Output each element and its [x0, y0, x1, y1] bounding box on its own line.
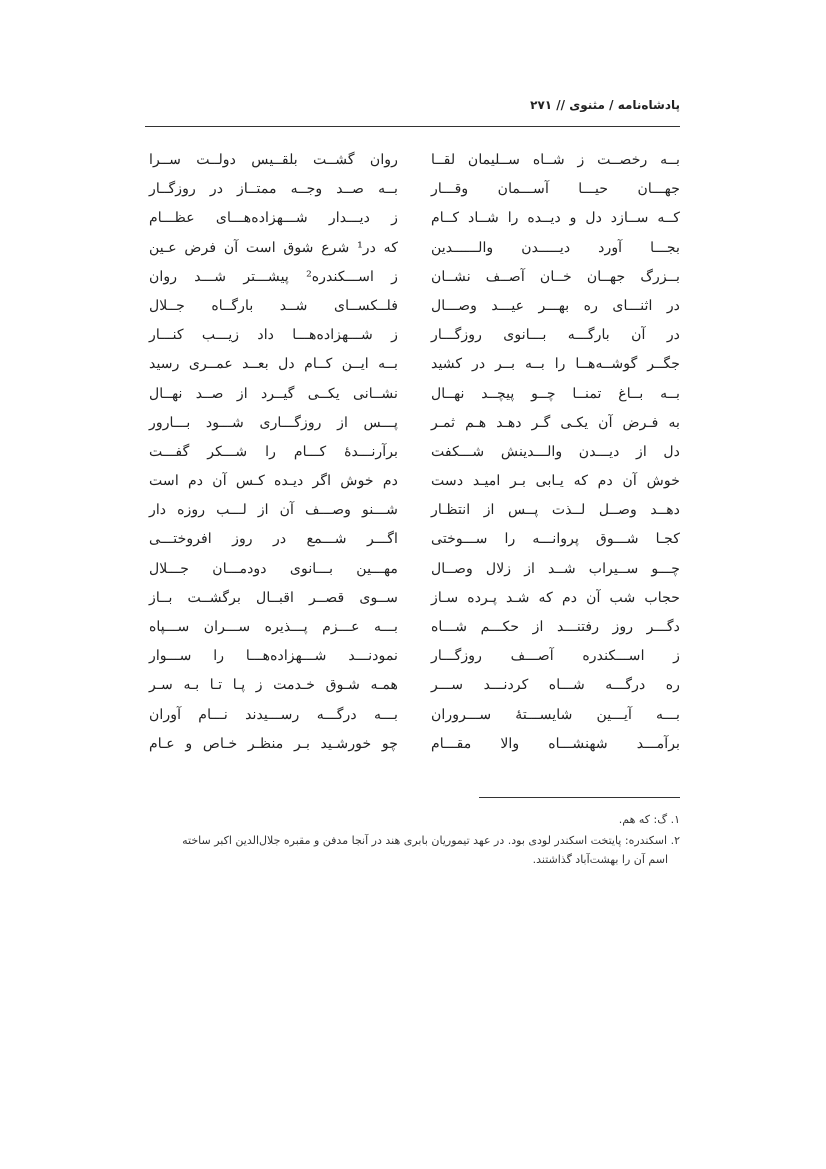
hemistich-second: اگـــر شـــمع در روز افروختـــی — [149, 531, 398, 548]
couplet — [145, 175, 680, 204]
hemistich-first: کــه ســازد دل و دیــده را شــاد کــام — [431, 210, 680, 227]
hemistich-second: ز اســـکندره² پیشـــتر شـــد روان — [149, 268, 398, 285]
couplet — [145, 555, 680, 584]
hemistich-first: بــه رخصــت ز شــاه ســلیمان لقــا — [431, 152, 680, 168]
hemistich-second: نمودنـــد شـــهزاده‌هـــا را ســـوار — [149, 648, 398, 665]
couplet — [145, 613, 680, 642]
header-rule — [145, 126, 680, 127]
hemistich-second: بــه ایــن کــام دل بعــد عمــری رسید — [149, 356, 398, 373]
hemistich-first: دهــد وصــل لــذت پــس از انتظـار — [431, 502, 680, 519]
hemistich-first: در اثنـــای ره بهـــر عیـــد وصـــال — [431, 297, 680, 314]
hemistich-second: بـــه عـــزم پـــذیره ســـران ســـپاه — [149, 619, 398, 635]
hemistich-first: بـــه آیـــین شایســـتهٔ ســـروران — [431, 706, 680, 723]
hemistich-first: بــه بــاغ تمنــا چــو پیچــد نهــال — [431, 385, 680, 402]
hemistich-first: کجـا شـــوق پروانـــه را ســـوختی — [431, 531, 680, 548]
couplet — [145, 496, 680, 525]
couplet — [145, 146, 680, 175]
hemistich-first: چـــو ســیراب شــد از زلال وصــال — [431, 560, 680, 577]
footnote-rule — [479, 797, 680, 798]
couplet — [145, 350, 680, 379]
hemistich-first: حجاب شب آن دم که شـد پـرده سـاز — [431, 589, 680, 606]
couplet — [145, 730, 680, 759]
hemistich-second: برآرنـــدهٔ کـــام را شـــکر گفـــت — [149, 443, 398, 460]
footnote-1-text: ۱. گ: که هم. — [618, 813, 680, 826]
hemistich-second: که در¹ شرع شوق است آن فرض عـین — [149, 239, 398, 256]
hemistich-first: ز اســـکندره آصـــف روزگـــار — [431, 648, 680, 665]
hemistich-first: دگـــر روز رفتنـــد از حکـــم شـــاه — [431, 619, 680, 635]
running-header-title: پادشاه‌نامه / مثنوی // ۲۷۱ — [530, 98, 680, 112]
hemistich-second: نشــانی یکــی گیــرد از صــد نهــال — [149, 385, 398, 402]
hemistich-second: بـــه درگـــه رســـیدند نـــام آوران — [149, 706, 398, 723]
running-header — [145, 98, 680, 112]
hemistich-second: ز شـــهزاده‌هـــا داد زیـــب کنـــار — [149, 327, 398, 344]
footnotes — [145, 810, 680, 871]
couplet — [145, 467, 680, 496]
couplet — [145, 292, 680, 321]
hemistich-second: بــه صــد وجــه ممتــاز در روزگــار — [149, 181, 398, 198]
hemistich-second: چو خورشـید بـر منظـر خـاص و عـام — [149, 735, 398, 752]
hemistich-first: به فـرض آن یکـی گـر دهـد هـم ثمـر — [431, 414, 680, 431]
hemistich-first: دل از دیـــدن والـــدینش شـــکفت — [431, 443, 680, 460]
hemistich-first: خوش آن دم که یـابی بـر امیـد دست — [431, 473, 680, 490]
hemistich-second: همـه شـوق خـدمت ز پـا تـا بـه سـر — [149, 677, 398, 694]
hemistich-second: مهـــین بـــانوی دودمـــان جـــلال — [149, 560, 398, 577]
hemistich-second: شـــنو وصـــف آن از لـــب روزه دار — [149, 502, 398, 519]
hemistich-first: ره درگـــه شـــاه کردنـــد ســـر — [431, 677, 680, 694]
couplet — [145, 263, 680, 292]
couplet — [145, 642, 680, 671]
hemistich-first: در آن بارگـــه بـــانوی روزگـــار — [431, 327, 680, 344]
couplet — [145, 409, 680, 438]
couplet — [145, 321, 680, 350]
couplet — [145, 204, 680, 233]
footnote-2 — [145, 831, 680, 869]
hemistich-second: فلــکســای شــد بارگــاه جــلال — [149, 297, 398, 314]
hemistich-second: ز دیـــدار شـــهزاده‌هـــای عظـــام — [149, 210, 398, 227]
hemistich-first: برآمـــد شهنشـــاه والا مقـــام — [431, 735, 680, 752]
footnote-1 — [145, 810, 680, 829]
couplet — [145, 671, 680, 700]
couplet — [145, 234, 680, 263]
hemistich-first: جگــر گوشــه‌هــا را بــه بــر در کشید — [431, 356, 680, 373]
hemistich-first: بــزرگ جهــان خــان آصــف نشــان — [431, 268, 680, 285]
hemistich-second: ســوی قصــر اقبــال برگشــت بــاز — [149, 589, 398, 606]
footnote-2-text: ۲. اسکندره: پایتخت اسکندر لودی بود. در عهد تیموریان بابری هند در آنجا مدفن و مقبره جلال‌الدین اکبر ساخته — [182, 834, 680, 847]
hemistich-second: دم خوش اگر دیـده کـس آن دم است — [149, 473, 398, 490]
hemistich-first: بجـــا آورد دیـــــدن والــــــدین — [431, 239, 680, 256]
couplet — [145, 438, 680, 467]
hemistich-second: روان گشــت بلقــیس دولــت ســرا — [149, 152, 398, 168]
couplet — [145, 525, 680, 554]
footnote-2-continuation: اسم آن را بهشت‌آباد گذاشتند. — [532, 853, 668, 866]
couplet — [145, 380, 680, 409]
poem-body — [145, 146, 680, 759]
hemistich-second: پـــس از روزگـــاری شـــود بـــارور — [149, 414, 398, 431]
couplet — [145, 584, 680, 613]
couplet — [145, 701, 680, 730]
hemistich-first: جهـــان حیـــا آســـمان وقـــار — [431, 181, 680, 198]
